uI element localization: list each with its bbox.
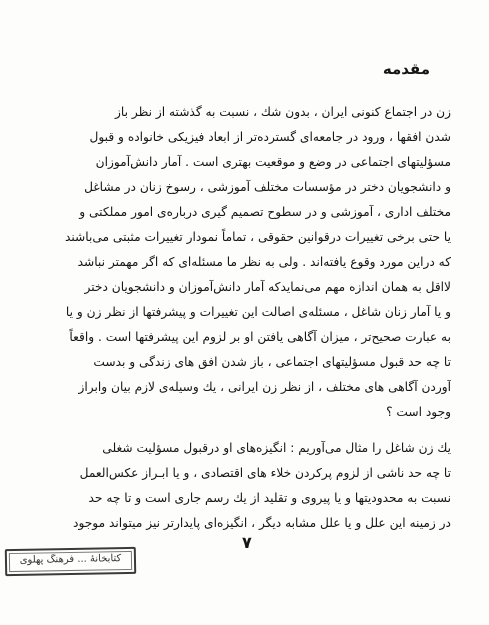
- text-line: یا حتی برخی تغییرات درقوانین حقوقی ، تماماً نمودار تغییرات مثبتی می‌باشند: [64, 230, 451, 244]
- page-number: ۷: [242, 533, 252, 552]
- text-line: که دراین مورد وقوع یافته‌اند . ولی به نظر ما مسئله‌ای که اگر مهمتر نباشد: [77, 255, 451, 269]
- text-line: مختلف اداری ، آموزشی و در سطوح تصمیم گیری درباره‌ی امور مملکتی و: [79, 205, 451, 219]
- text-line: مسؤلیتهای اجتماعی در وضع و موقعیت بهتری است . آمار دانش‌آموزان: [95, 155, 451, 169]
- text-line: تا چه حد ناشی از لزوم پرکردن خلاء های اقتصادی ، و یا ابـراز عکس‌العمل: [79, 466, 451, 480]
- text-line: نسبت به محدودیتها و یا پیروی و تقلید از یك رسم جاری است و تا چه حد: [88, 491, 451, 505]
- text-line: تا چه حد قبول مسؤلیتهای اجتماعی ، باز شدن افق های زندگی و بدست: [93, 355, 451, 369]
- text-line: یك زن شاغل را مثال می‌آوریم : انگیزه‌های او درقبول مسؤلیت شغلی: [102, 441, 451, 455]
- text-line: لااقل به همان اندازه مهم می‌نمایدکه آمار دانش‌آموزان و دانشجویان دختر: [84, 280, 451, 294]
- text-line: در زمینه این علل و یا علل مشابه دیگر ، انگیزه‌ای پایدارتر نیز میتواند موجود: [73, 516, 451, 530]
- text-line: و دانشجویان دختر در مؤسسات مختلف آموزشی ، رسوخ زنان در مشاغل: [84, 180, 451, 194]
- text-line: وجود است ؟: [386, 405, 451, 419]
- text-line: آوردن آگاهی های مختلف ، از نظر زن ایرانی ، یك وسیله‌ی لازم بیان وابراز: [78, 380, 451, 394]
- library-stamp: [5, 547, 136, 576]
- body-text: [33, 100, 451, 536]
- text-line: شدن افقها ، ورود در جامعه‌ای گسترده‌تر از ابعاد فیزیکی خانواده و قبول: [89, 130, 451, 144]
- stamp-text: کتابخانهٔ ... فرهنگ پهلوی: [19, 553, 122, 566]
- section-heading: مقدمه: [382, 60, 430, 78]
- text-line: و یا آمار زنان شاغل ، مسئله‌ی اصالت این تغییرات و پیشرفتها از نظر زن و یا: [65, 305, 451, 319]
- text-line: زن در اجتماع کنونی ایران ، بدون شك ، نسبت به گذشته از نظر باز: [115, 105, 451, 119]
- text-line: به عبارت صحیح‌تر ، میزان آگاهی یافتن او بر لزوم این پیشرفتها است . واقعاً: [69, 330, 451, 344]
